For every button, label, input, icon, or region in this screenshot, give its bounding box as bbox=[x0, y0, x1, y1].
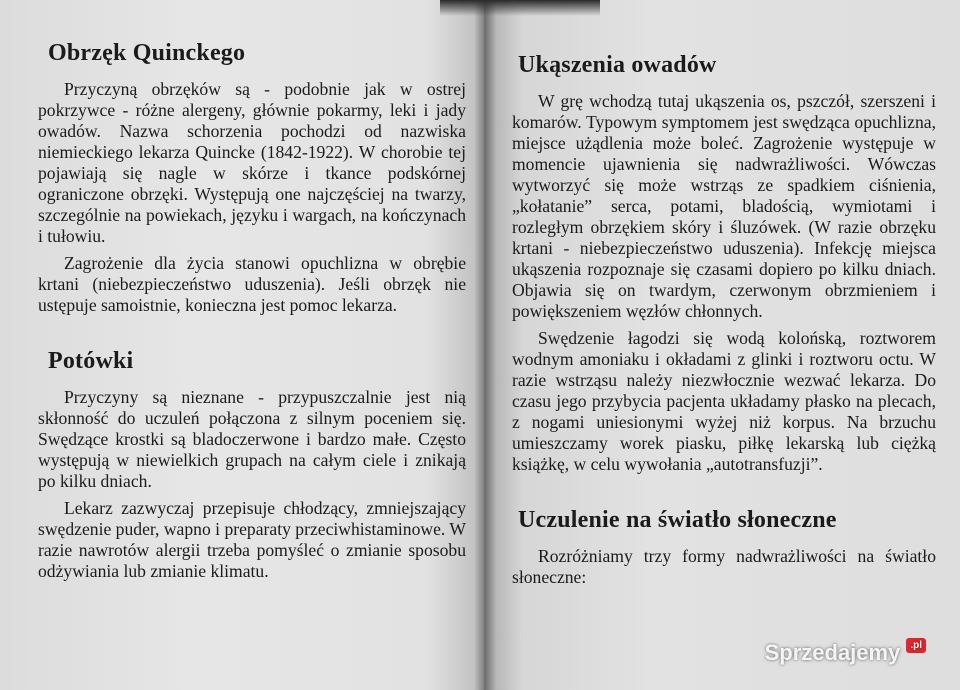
paragraph: Swędzenie łagodzi się wodą kolońską, roztworem wodnym amoniaku i okładami z glinki i roztworu octu. W razie wstrząsu należy niezwłocznie wezwać lekarza. Do czasu jego przybycia pacjenta układamy płasko na plecach, z nogami uniesionymi wyżej niż korpus. Na brzuchu umieszczamy worek piasku, piłkę lekarską lub ciężką książkę, w celu wywołania „autotransfuzji”. bbox=[512, 328, 936, 474]
section-ukaszenia-owadow bbox=[506, 52, 936, 475]
section-title: Uczulenie na światło słoneczne bbox=[518, 507, 837, 533]
section-potowki bbox=[32, 348, 466, 582]
right-page bbox=[484, 0, 960, 690]
paragraph: Rozróżniamy trzy formy nadwrażliwości na światło słoneczne: bbox=[512, 546, 936, 587]
section-title: Obrzęk Quinckego bbox=[48, 40, 246, 66]
paragraph: Przyczyną obrzęków są - podobnie jak w ostrej pokrzywce - różne alergeny, głównie pokarmy, leki i jady owadów. Nazwa schorzenia pochodzi od nazwiska niemieckiego lekarza Quincke (1842-1922). W chorobie tej pojawiają się nagle w skórze i tkance podskórnej ograniczone obrzęki. Występują one najczęściej na twarzy, szczególnie na powiekach, języku i wargach, na kończynach i tułowiu. bbox=[38, 79, 466, 246]
section-obrzek-quinckego bbox=[32, 40, 466, 316]
watermark-badge: .pl bbox=[906, 638, 926, 653]
watermark-logo bbox=[765, 640, 926, 666]
book-gutter bbox=[474, 0, 496, 690]
section-title: Potówki bbox=[48, 348, 134, 374]
paragraph: Zagrożenie dla życia stanowi opuchlizna w obrębie krtani (niebezpieczeństwo uduszenia). Jeśli obrzęk nie ustępuje samoistnie, konieczna jest pomoc lekarza. bbox=[38, 253, 466, 315]
watermark-text: Sprzedajemy bbox=[764, 640, 901, 665]
page-edge-shadow bbox=[440, 0, 600, 16]
section-title: Ukąszenia owadów bbox=[518, 52, 717, 78]
paragraph: Przyczyny są nieznane - przypuszczalnie jest nią skłonność do uczuleń połączona z silnym poceniem się. Swędzące krostki są bladoczerwone i bardzo małe. Często występują w niewielkich grupach na całym ciele i znikają po kilku dniach. bbox=[38, 387, 466, 491]
paragraph: Lekarz zazwyczaj przepisuje chłodzący, zmniejszający swędzenie puder, wapno i preparaty przeciwhistaminowe. W razie nawrotów alergii trzeba pomyśleć o zmianie sposobu odżywiania lub zmianie klimatu. bbox=[38, 498, 466, 581]
section-uczulenie-na-swiatlo bbox=[506, 507, 936, 588]
paragraph: W grę wchodzą tutaj ukąszenia os, pszczół, szerszeni i komarów. Typowym symptomem jest swędząca opuchlizna, miejsce użądlenia może boleć. Zagrożenie występuje w momencie ujawnienia się nadwrażliwości. Wówczas wytworzyć się może wstrząs ze spadkiem ciśnienia, „kołatanie” serca, potami, bladością, wymiotami i rozległym obrzękiem skóry i śluzówek. (W razie obrzęku krtani - niebezpieczeństwo uduszenia). Infekcję miejsca ukąszenia rozpoznaje się czasami dopiero po kilku dniach. Objawia się on twardym, czerwonym obrzmieniem i powiększeniem węzłów chłonnych. bbox=[512, 91, 936, 321]
